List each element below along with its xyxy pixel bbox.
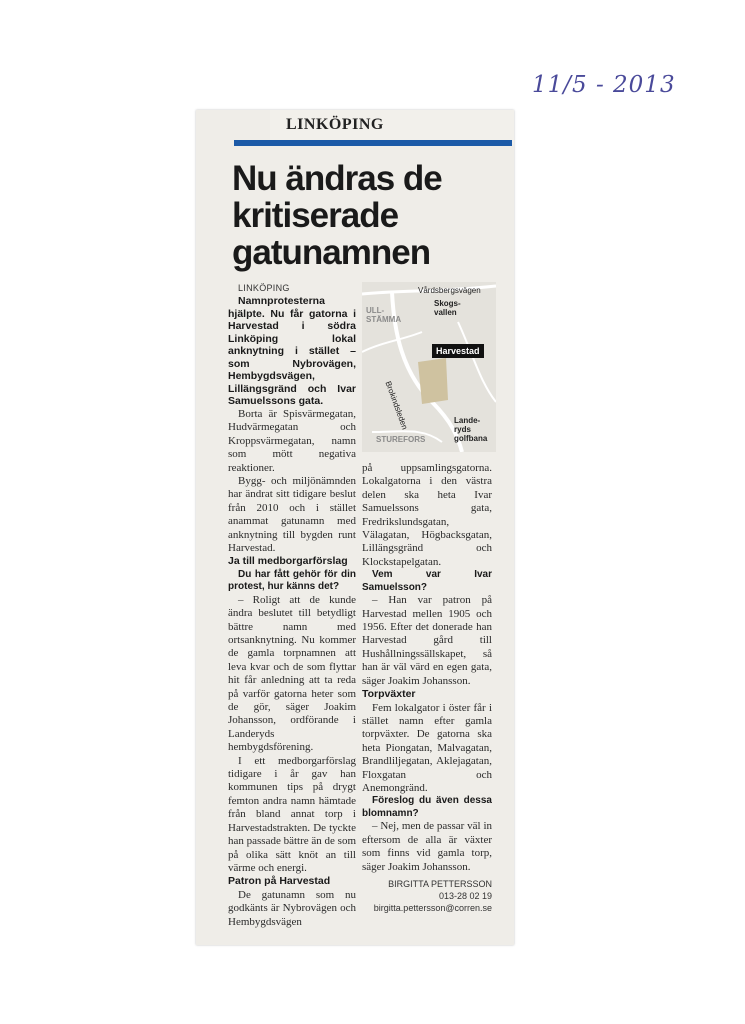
paragraph: på uppsamlingsgatorna. Lokalgatorna i den västra delen ska heta Ivar Samuelssons gata, Fredrikslundsgatan, Välagatan, Högbacksgatan, Lillängsgränd och Klockstapelgatan.	[362, 462, 492, 568]
interview-question: Vem var Ivar Samuelsson?	[362, 569, 492, 593]
article-column-2	[362, 462, 492, 914]
article-column-1	[228, 282, 356, 929]
section-label: LINKÖPING	[286, 116, 384, 133]
paragraph: De gatunamn som nu godkänts är Nybrovägen och Hembygdsvägen	[228, 888, 356, 928]
section-rule	[234, 140, 512, 146]
paragraph: – Roligt att de kunde ändra beslutet till betydligt bättre namn med ortsanknytning. Nu kommer de gamla torpnamnen att leva kvar och de som flyttar hit får anledning att ta reda på varför gatorna heter som de gör, säger Joakim Johansson, ordförande i Landeryds hembygdsförening.	[228, 593, 356, 754]
headline: Nu ändras de kritiserade gatunamnen	[232, 159, 442, 272]
byline-phone: 013-28 02 19	[438, 890, 492, 901]
paragraph: – Nej, men de passar väl in eftersom de alla är växter som finns vid gamla torp, säger Joakim Johansson.	[362, 820, 492, 873]
paragraph: I ett medborgarförslag tidigare i år gav han kommunen tips på drygt femton andra namn hämtade från bland annat torp i Harvestadstrakten. De tyckte han passade bättre än de som på olika sätt knöt an till värme och energi.	[228, 754, 356, 874]
interview-question: Du har fått gehör för din protest, hur känns det?	[228, 568, 356, 593]
paragraph: Borta är Spisvärmegatan, Hudvärmegatan och Kroppsvärmegatan, namn som mött negativa reaktioner.	[228, 407, 356, 474]
subheading: Ja till medborgarförslag	[228, 555, 348, 568]
paragraph: Bygg- och miljönämnden har ändrat sitt tidigare beslut från 2010 och i stället anammat gatunamn med anknytning till bygden runt Harvestad.	[228, 474, 356, 554]
subheading: Torpväxter	[362, 688, 416, 701]
byline-name: BIRGITTA PETTERSSON	[388, 878, 492, 889]
lead-paragraph: Namnprotesterna hjälpte. Nu får gatorna i Harvestad i södra Linköping lokal anknytning i stället – som Nybrovägen, Hembygdsvägen, Lillängsgränd och Ivar Samuelssons gata.	[228, 295, 356, 408]
map-label-skogsvallen: Skogs-vallen	[434, 299, 461, 317]
map-label-ullstamma: ULL-STÄMMA	[366, 306, 402, 324]
interview-question: Föreslog du även dessa blomnamn?	[362, 795, 492, 819]
subheading: Patron på Harvestad	[228, 875, 331, 888]
map-label-sturefors: STUREFORS	[376, 435, 426, 444]
byline	[362, 878, 492, 914]
location-map	[362, 282, 496, 452]
paragraph: Fem lokalgator i öster får i stället namn efter gamla torpväxter. De gatorna ska heta Piongatan, Malvagatan, Brandliljegatan, Aklejagatan, Floxgatan och Anemongränd.	[362, 701, 492, 794]
map-label-golfbana: Lande-ryds golfbana	[454, 416, 488, 443]
handwritten-date: 11/5 - 2013	[532, 72, 676, 98]
map-label-vardsbergsvagen: Vårdsbergsvägen	[418, 286, 481, 295]
map-label-harvestad: Harvestad	[432, 344, 484, 358]
dateline: LINKÖPING	[238, 283, 290, 293]
map-label-brokindsleden: Brokindsleden	[383, 380, 410, 431]
byline-email: birgitta.pettersson@corren.se	[373, 902, 492, 913]
paragraph: – Han var patron på Harvestad mellen 1905 och 1956. Efter det donerade han Harvestad gård till Hushållningssällskapet, så han är väl värd en egen gata, säger Joakim Johansson.	[362, 594, 492, 687]
